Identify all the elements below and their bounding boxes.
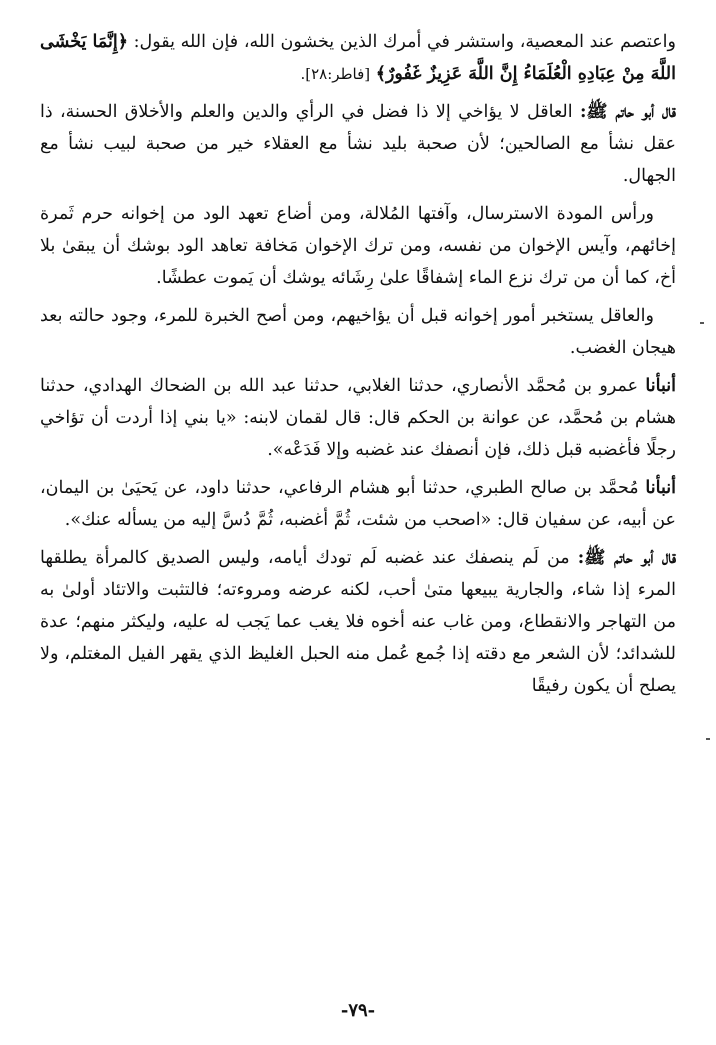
paragraph-text: واعتصم عند المعصية، واستشر في أمرك الذين يخشون الله، فإن الله يقول: bbox=[133, 32, 676, 52]
paragraph-4 bbox=[40, 300, 676, 364]
margin-mark bbox=[706, 738, 710, 740]
paragraph-text: والعاقل يستخبر أمور إخوانه قبل أن يؤاخيهم، ومن أصح الخبرة للمرء، وجود حالته بعد هيجان الغضب. bbox=[40, 306, 676, 358]
paragraph-3 bbox=[40, 198, 676, 294]
page-body bbox=[40, 26, 676, 708]
paragraph-1 bbox=[40, 26, 676, 90]
margin-mark bbox=[700, 322, 704, 324]
paragraph-lead: قال أبو حاتم ﷺ: bbox=[577, 548, 676, 568]
page-number: -٧٩- bbox=[340, 1000, 376, 1021]
paragraph-lead: أنبأنا bbox=[645, 478, 676, 498]
paragraph-7 bbox=[40, 542, 676, 702]
paragraph-text: من لَم ينصفك عند غضبه لَم تودك أيامه، وليس الصديق كالمرأة يطلقها المرء إذا شاء، والجارية يبيعها متىٰ أحب، لكنه عرضه ومروءته؛ فالتثبت والاتئاد أولىٰ به من التهاجر والانقطاع، ومن غاب عنه أخوه فلا يغب عما يَجب له عليه، وليكثر منهم؛ عدة للشدائد؛ لأن الشعر مع دقته إذا جُمع عُمل منه الحبل الغليظ الذي يقهر الفيل المغتلم، ولا يصلح أن يكون رفيقًا bbox=[40, 548, 676, 696]
paragraph-lead: أنبأنا bbox=[645, 376, 676, 396]
paragraph-lead: قال أبو حاتم ﷺ: bbox=[579, 102, 676, 122]
paragraph-text: العاقل لا يؤاخي إلا ذا فضل في الرأي والدين والعلم والأخلاق الحسنة، ذا عقل نشأ مع الصالحين؛ لأن صحبة بليد نشأ مع العقلاء خير من صحبة لبيب نشأ مع الجهال. bbox=[40, 102, 676, 186]
paragraph-5 bbox=[40, 370, 676, 466]
paragraph-text: مُحمَّد بن صالح الطبري، حدثنا أبو هشام الرفاعي، حدثنا داود، عن يَحيَىٰ بن اليمان، عن أبيه، عن سفيان قال: «اصحب من شئت، ثُمَّ أغضبه، ثُمَّ دُسَّ إليه من يسأله عنك». bbox=[40, 478, 676, 530]
paragraph-text: ورأس المودة الاسترسال، وآفتها المُلالة، ومن أضاع تعهد الود من إخوانه حرم ثَمرة إخائهم، وآيس الإخوان من نفسه، ومن ترك الإخوان مَخافة تعاهد الود بوشك أن يبقىٰ بلا أخ، كما أن من ترك نزع الماء إشفاقًا علىٰ رِشَائه يوشك أن يَموت عطشًا. bbox=[40, 204, 676, 288]
paragraph-6 bbox=[40, 472, 676, 536]
quran-verse: ﴿إِنَّمَا يَخْشَى اللَّهَ مِنْ عِبَادِهِ الْعُلَمَاءُ إِنَّ اللَّهَ عَزِيزٌ غَفُورٌ﴾ bbox=[40, 32, 676, 84]
paragraph-2 bbox=[40, 96, 676, 192]
paragraph-text: عمرو بن مُحمَّد الأنصاري، حدثنا الغلابي، حدثنا عبد الله بن الضحاك الهدادي، حدثنا هشام بن مُحمَّد، عن عوانة بن الحكم قال: قال لقمان لابنه: «يا بني إذا أردت أن تؤاخي رجلًا فأغضبه قبل ذلك، فإن أنصفك عند غضبه وإلا فَدَعْه». bbox=[40, 376, 676, 460]
verse-reference: [فاطر:٢٨]. bbox=[300, 65, 371, 83]
